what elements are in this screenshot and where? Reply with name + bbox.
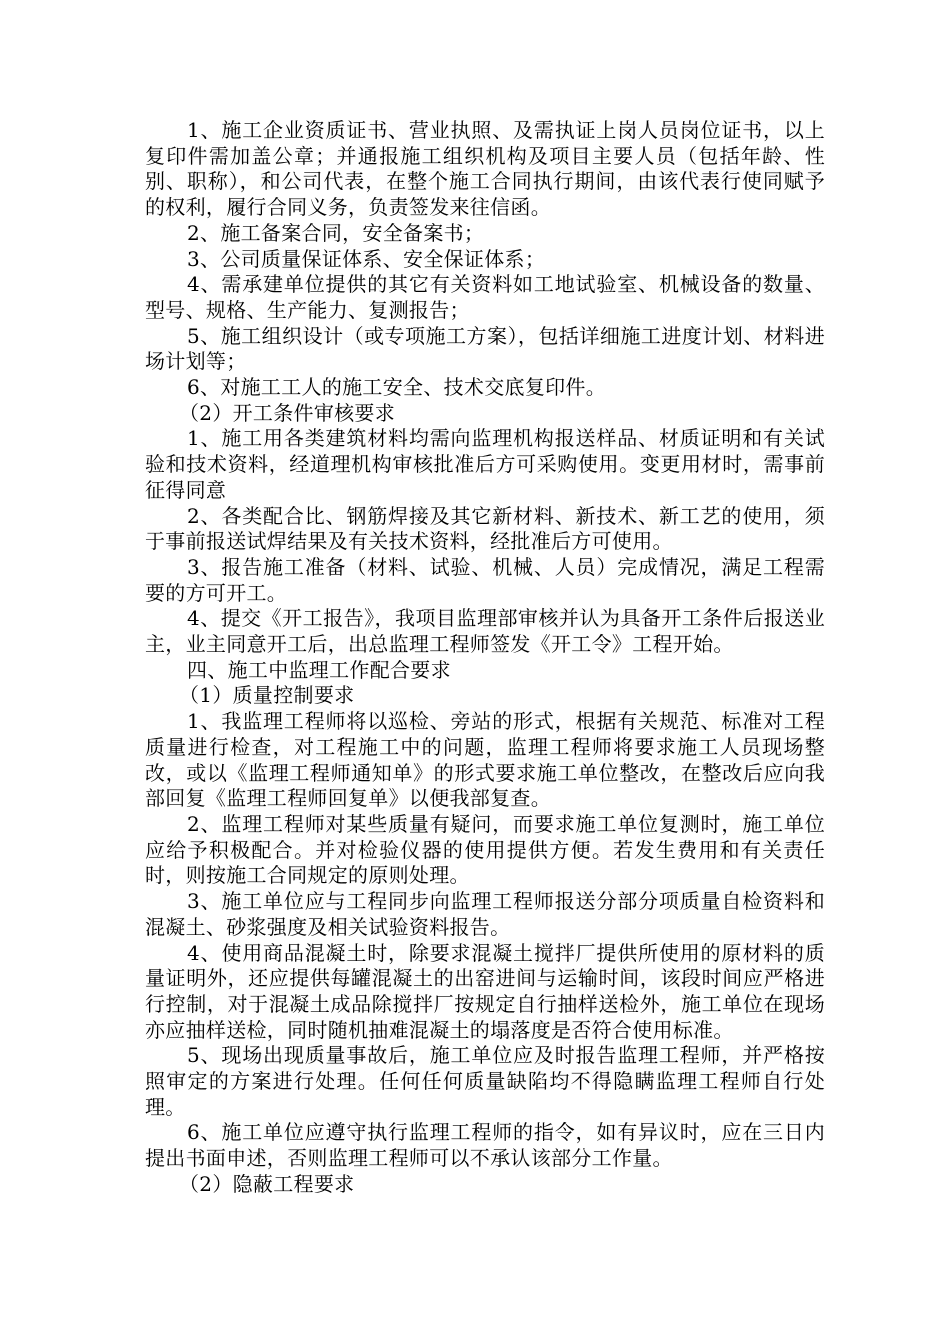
paragraph: 2、监理工程师对某些质量有疑问，而要求施工单位复测时，施工单位应给予积极配合。并对检验仪器的使用提供方便。若发生费用和有关责任时，则按施工合同规定的原则处理。 xyxy=(145,811,825,888)
paragraph: 3、施工单位应与工程同步向监理工程师报送分部分项质量自检资料和混凝土、砂浆强度及相关试验资料报告。 xyxy=(145,889,825,939)
paragraph: 6、对施工工人的施工安全、技术交底复印件。 xyxy=(187,375,607,400)
paragraph: 3、报告施工准备（材料、试验、机械、人员）完成情况，满足工程需要的方可开工。 xyxy=(145,554,825,605)
paragraph: 1、施工用各类建筑材料均需向监理机构报送样品、材质证明和有关试验和技术资料，经道理机构审核批准后方可采购使用。变更用材时，需事前征得同意 xyxy=(145,426,825,502)
subsection-heading: （1）质量控制要求 xyxy=(179,683,355,708)
paragraph: 5、现场出现质量事故后，施工单位应及时报告监理工程师，并严格按照审定的方案进行处理。任何任何质量缺陷均不得隐瞒监理工程师自行处理。 xyxy=(145,1043,825,1119)
paragraph: 2、施工备案合同，安全备案书； xyxy=(187,220,485,245)
section-heading: 四、施工中监理工作配合要求 xyxy=(187,657,451,682)
paragraph: 4、需承建单位提供的其它有关资料如工地试验室、机械设备的数量、型号、规格、生产能力、复测报告； xyxy=(145,272,825,322)
subsection-heading: （2）隐蔽工程要求 xyxy=(179,1171,355,1196)
paragraph: 1、施工企业资质证书、营业执照、及需执证上岗人员岗位证书，以上复印件需加盖公章；并通报施工组织机构及项目主要人员（包括年龄、性别、职称），和公司代表，在整个施工合同执行期间，由该代表行使同赋予的权利，履行合同义务，负责签发来往信函。 xyxy=(145,118,825,220)
paragraph: 4、提交《开工报告》，我项目监理部审核并认为具备开工条件后报送业主，业主同意开工后，出总监理工程师签发《开工令》工程开始。 xyxy=(145,606,825,657)
paragraph: 2、各类配合比、钢筋焊接及其它新材料、新技术、新工艺的使用，须于事前报送试焊结果及有关技术资料，经批准后方可使用。 xyxy=(145,503,825,554)
paragraph: 1、我监理工程师将以巡检、旁站的形式，根据有关规范、标准对工程质量进行检查，对工程施工中的问题，监理工程师将要求施工人员现场整改，或以《监理工程师通知单》的形式要求施工单位整改，在整改后应向我部回复《监理工程师回复单》以便我部复查。 xyxy=(145,709,825,811)
document-body xyxy=(145,118,825,1198)
subsection-heading: （2）开工条件审核要求 xyxy=(179,400,396,425)
paragraph: 6、施工单位应遵守执行监理工程师的指令，如有异议时，应在三日内提出书面申述，否则监理工程师可以不承认该部分工作量。 xyxy=(145,1120,825,1171)
paragraph: 4、使用商品混凝土时，除要求混凝土搅拌厂提供所使用的原材料的质量证明外，还应提供每罐混凝土的出窑进间与运输时间，该段时间应严格进行控制，对于混凝土成品除搅拌厂按规定自行抽样送检外，施工单位在现场亦应抽样送检，同时随机抽难混凝土的塌落度是否符合使用标准。 xyxy=(145,940,825,1042)
paragraph: 5、施工组织设计（或专项施工方案），包括详细施工进度计划、材料进场计划等； xyxy=(145,323,825,374)
paragraph: 3、公司质量保证体系、安全保证体系； xyxy=(187,246,546,271)
